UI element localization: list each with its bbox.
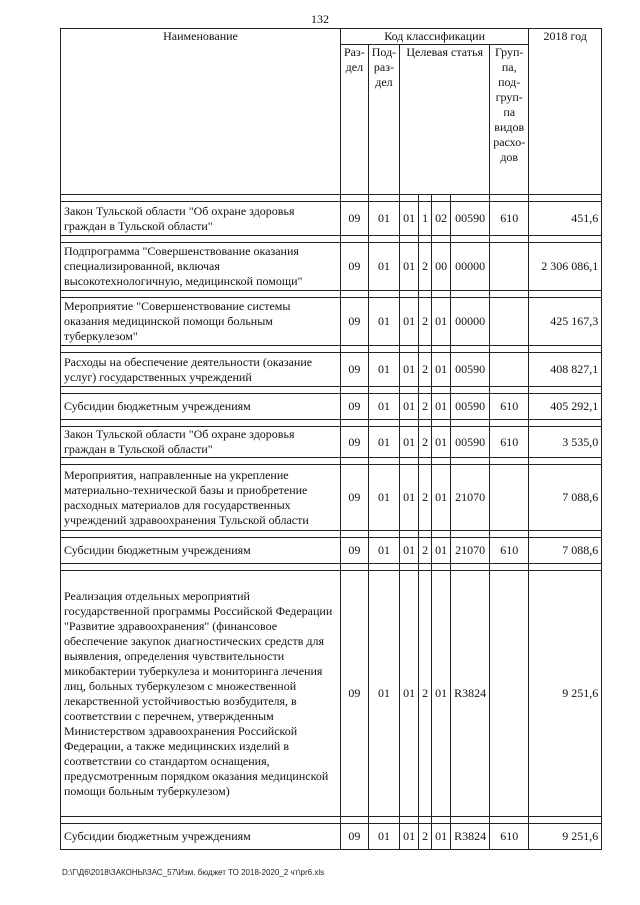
spacer-cell [529, 291, 602, 298]
header-target: Целевая статья [400, 45, 490, 195]
spacer-cell [451, 195, 490, 202]
spacer-cell [529, 236, 602, 243]
row-target-event: 01 [432, 353, 451, 387]
spacer-cell [451, 458, 490, 465]
row-amount: 2 306 086,1 [529, 243, 602, 291]
row-amount: 3 535,0 [529, 427, 602, 458]
spacer-cell [400, 420, 419, 427]
spacer-cell [419, 346, 432, 353]
row-target-direction: 00000 [451, 298, 490, 346]
row-spacer [61, 346, 602, 353]
spacer-cell [432, 420, 451, 427]
spacer-cell [341, 458, 369, 465]
table-row [61, 243, 602, 291]
row-expense-group: 610 [490, 427, 529, 458]
row-target-direction: R3824 [451, 824, 490, 850]
row-target-subprogram: 2 [419, 824, 432, 850]
spacer-cell [61, 817, 341, 824]
spacer-cell [451, 564, 490, 571]
row-target-direction: 00590 [451, 427, 490, 458]
row-name: Мероприятие "Совершенствование системы оказания медицинской помощи больным туберкулезом" [61, 298, 341, 346]
row-subsection: 01 [368, 298, 399, 346]
row-section: 09 [341, 202, 369, 236]
row-expense-group: 610 [490, 538, 529, 564]
spacer-cell [341, 817, 369, 824]
row-subsection: 01 [368, 824, 399, 850]
spacer-cell [490, 291, 529, 298]
row-name: Мероприятия, направленные на укрепление материально-технической базы и приобретение расходных материалов для государственных учреждений здравоохранения Тульской области [61, 465, 341, 531]
spacer-cell [451, 387, 490, 394]
spacer-cell [451, 817, 490, 824]
row-spacer [61, 817, 602, 824]
table-row [61, 571, 602, 817]
row-target-event: 00 [432, 243, 451, 291]
row-section: 09 [341, 538, 369, 564]
spacer-cell [61, 195, 341, 202]
spacer-cell [529, 387, 602, 394]
file-path-footer: D:\Г\Д6\2018\ЗАКОНЫ\ЗАС_57\Изм. бюджет ТО 2018-2020_2 чт\pr6.xls [62, 868, 325, 877]
spacer-cell [368, 236, 399, 243]
spacer-cell [490, 236, 529, 243]
row-target-event: 02 [432, 202, 451, 236]
header-subsection: Под- раз- дел [368, 45, 399, 195]
spacer-cell [451, 531, 490, 538]
spacer-cell [432, 458, 451, 465]
header-section: Раз- дел [341, 45, 369, 195]
row-spacer [61, 531, 602, 538]
row-name: Закон Тульской области "Об охране здоровья граждан в Тульской области" [61, 427, 341, 458]
spacer-cell [61, 531, 341, 538]
spacer-cell [419, 387, 432, 394]
spacer-cell [529, 458, 602, 465]
spacer-cell [529, 195, 602, 202]
spacer-cell [368, 817, 399, 824]
row-spacer [61, 387, 602, 394]
row-amount: 7 088,6 [529, 465, 602, 531]
spacer-cell [419, 195, 432, 202]
row-section: 09 [341, 571, 369, 817]
spacer-cell [341, 387, 369, 394]
spacer-cell [490, 817, 529, 824]
row-target-subprogram: 1 [419, 202, 432, 236]
row-amount: 9 251,6 [529, 824, 602, 850]
spacer-cell [451, 236, 490, 243]
table-row [61, 202, 602, 236]
row-target-program: 01 [400, 824, 419, 850]
row-target-program: 01 [400, 571, 419, 817]
row-expense-group [490, 298, 529, 346]
table-row [61, 298, 602, 346]
row-spacer [61, 564, 602, 571]
spacer-cell [341, 531, 369, 538]
spacer-cell [368, 195, 399, 202]
row-target-event: 01 [432, 465, 451, 531]
spacer-cell [400, 817, 419, 824]
table-row [61, 538, 602, 564]
row-expense-group [490, 243, 529, 291]
spacer-cell [368, 564, 399, 571]
spacer-cell [529, 531, 602, 538]
table-row [61, 465, 602, 531]
row-amount: 451,6 [529, 202, 602, 236]
row-target-direction: 21070 [451, 465, 490, 531]
row-target-program: 01 [400, 202, 419, 236]
header-name: Наименование [61, 29, 341, 195]
spacer-cell [61, 346, 341, 353]
spacer-cell [61, 458, 341, 465]
row-subsection: 01 [368, 394, 399, 420]
row-subsection: 01 [368, 353, 399, 387]
spacer-cell [61, 420, 341, 427]
spacer-cell [490, 387, 529, 394]
spacer-cell [529, 420, 602, 427]
row-target-program: 01 [400, 298, 419, 346]
row-section: 09 [341, 298, 369, 346]
spacer-cell [61, 236, 341, 243]
row-target-subprogram: 2 [419, 427, 432, 458]
page-number: 132 [311, 12, 329, 26]
row-amount: 425 167,3 [529, 298, 602, 346]
table-header [61, 29, 602, 195]
row-name: Субсидии бюджетным учреждениям [61, 538, 341, 564]
spacer-cell [400, 564, 419, 571]
spacer-cell [400, 195, 419, 202]
spacer-cell [419, 564, 432, 571]
row-subsection: 01 [368, 427, 399, 458]
row-name: Расходы на обеспечение деятельности (оказание услуг) государственных учреждений [61, 353, 341, 387]
spacer-cell [368, 458, 399, 465]
row-section: 09 [341, 824, 369, 850]
spacer-cell [419, 420, 432, 427]
row-section: 09 [341, 427, 369, 458]
spacer-cell [432, 817, 451, 824]
row-target-direction: 00590 [451, 394, 490, 420]
row-subsection: 01 [368, 571, 399, 817]
spacer-cell [400, 458, 419, 465]
row-target-subprogram: 2 [419, 353, 432, 387]
row-expense-group [490, 465, 529, 531]
table-row [61, 427, 602, 458]
row-name: Реализация отдельных мероприятий государственной программы Российской Федерации "Развитие здравоохранения" (финансовое обеспечение закупок диагностических средств для выявления, определения чувствительности микобактерии туберкулеза и мониторинга лечения лиц, больных туберкулезом с множественной лекарственной устойчивостью возбудителя, в соответствии с перечнем, утвержденным Министерством здравоохранения Российской Федерации, а также медицинских изделий в соответствии со стандартом оснащения, предусмотренным порядком оказания медицинской помощи больным туберкулезом) [61, 571, 341, 817]
spacer-cell [368, 291, 399, 298]
spacer-cell [490, 531, 529, 538]
row-target-direction: 00000 [451, 243, 490, 291]
table-body [61, 195, 602, 850]
row-name: Субсидии бюджетным учреждениям [61, 394, 341, 420]
row-name: Подпрограмма "Совершенствование оказания специализированной, включая высокотехнологичную, медицинской помощи" [61, 243, 341, 291]
spacer-cell [341, 564, 369, 571]
spacer-cell [61, 564, 341, 571]
row-section: 09 [341, 243, 369, 291]
spacer-cell [341, 236, 369, 243]
spacer-cell [451, 420, 490, 427]
row-subsection: 01 [368, 538, 399, 564]
row-target-program: 01 [400, 243, 419, 291]
row-subsection: 01 [368, 243, 399, 291]
spacer-cell [400, 531, 419, 538]
spacer-cell [490, 564, 529, 571]
row-section: 09 [341, 465, 369, 531]
spacer-cell [368, 387, 399, 394]
row-spacer [61, 195, 602, 202]
row-amount: 408 827,1 [529, 353, 602, 387]
spacer-cell [432, 531, 451, 538]
spacer-cell [419, 458, 432, 465]
row-target-direction: 21070 [451, 538, 490, 564]
row-subsection: 01 [368, 465, 399, 531]
spacer-cell [432, 387, 451, 394]
row-target-program: 01 [400, 465, 419, 531]
row-target-program: 01 [400, 538, 419, 564]
row-spacer [61, 291, 602, 298]
row-target-program: 01 [400, 394, 419, 420]
spacer-cell [419, 291, 432, 298]
spacer-cell [432, 236, 451, 243]
row-expense-group: 610 [490, 202, 529, 236]
spacer-cell [432, 195, 451, 202]
row-expense-group: 610 [490, 824, 529, 850]
spacer-cell [341, 346, 369, 353]
row-subsection: 01 [368, 202, 399, 236]
row-target-direction: R3824 [451, 571, 490, 817]
row-target-subprogram: 2 [419, 465, 432, 531]
row-target-program: 01 [400, 427, 419, 458]
row-target-direction: 00590 [451, 202, 490, 236]
spacer-cell [61, 291, 341, 298]
row-target-event: 01 [432, 824, 451, 850]
table-row [61, 824, 602, 850]
table-row [61, 394, 602, 420]
spacer-cell [529, 346, 602, 353]
row-target-subprogram: 2 [419, 243, 432, 291]
row-target-subprogram: 2 [419, 538, 432, 564]
row-amount: 7 088,6 [529, 538, 602, 564]
header-code: Код классификации [341, 29, 529, 45]
budget-table [60, 28, 602, 850]
row-spacer [61, 458, 602, 465]
table-row [61, 353, 602, 387]
row-section: 09 [341, 353, 369, 387]
spacer-cell [451, 291, 490, 298]
row-target-event: 01 [432, 538, 451, 564]
spacer-cell [432, 564, 451, 571]
row-target-event: 01 [432, 298, 451, 346]
spacer-cell [400, 387, 419, 394]
spacer-cell [419, 531, 432, 538]
row-target-subprogram: 2 [419, 571, 432, 817]
row-target-subprogram: 2 [419, 394, 432, 420]
spacer-cell [451, 346, 490, 353]
spacer-cell [419, 817, 432, 824]
spacer-cell [61, 387, 341, 394]
spacer-cell [419, 236, 432, 243]
row-name: Закон Тульской области "Об охране здоровья граждан в Тульской области" [61, 202, 341, 236]
row-target-direction: 00590 [451, 353, 490, 387]
spacer-cell [341, 291, 369, 298]
row-amount: 9 251,6 [529, 571, 602, 817]
spacer-cell [490, 346, 529, 353]
row-expense-group [490, 353, 529, 387]
spacer-cell [490, 195, 529, 202]
row-spacer [61, 420, 602, 427]
spacer-cell [529, 817, 602, 824]
spacer-cell [529, 564, 602, 571]
row-target-event: 01 [432, 394, 451, 420]
row-target-program: 01 [400, 353, 419, 387]
row-expense-group [490, 571, 529, 817]
row-expense-group: 610 [490, 394, 529, 420]
spacer-cell [490, 458, 529, 465]
spacer-cell [490, 420, 529, 427]
spacer-cell [341, 420, 369, 427]
spacer-cell [341, 195, 369, 202]
row-target-event: 01 [432, 571, 451, 817]
row-target-subprogram: 2 [419, 298, 432, 346]
spacer-cell [400, 291, 419, 298]
row-name: Субсидии бюджетным учреждениям [61, 824, 341, 850]
header-group: Груп- па, под- груп- па видов расхо- дов [490, 45, 529, 195]
spacer-cell [400, 346, 419, 353]
spacer-cell [368, 346, 399, 353]
row-section: 09 [341, 394, 369, 420]
row-spacer [61, 236, 602, 243]
spacer-cell [400, 236, 419, 243]
spacer-cell [368, 531, 399, 538]
row-amount: 405 292,1 [529, 394, 602, 420]
row-target-event: 01 [432, 427, 451, 458]
header-year: 2018 год [529, 29, 602, 195]
spacer-cell [432, 346, 451, 353]
spacer-cell [432, 291, 451, 298]
spacer-cell [368, 420, 399, 427]
